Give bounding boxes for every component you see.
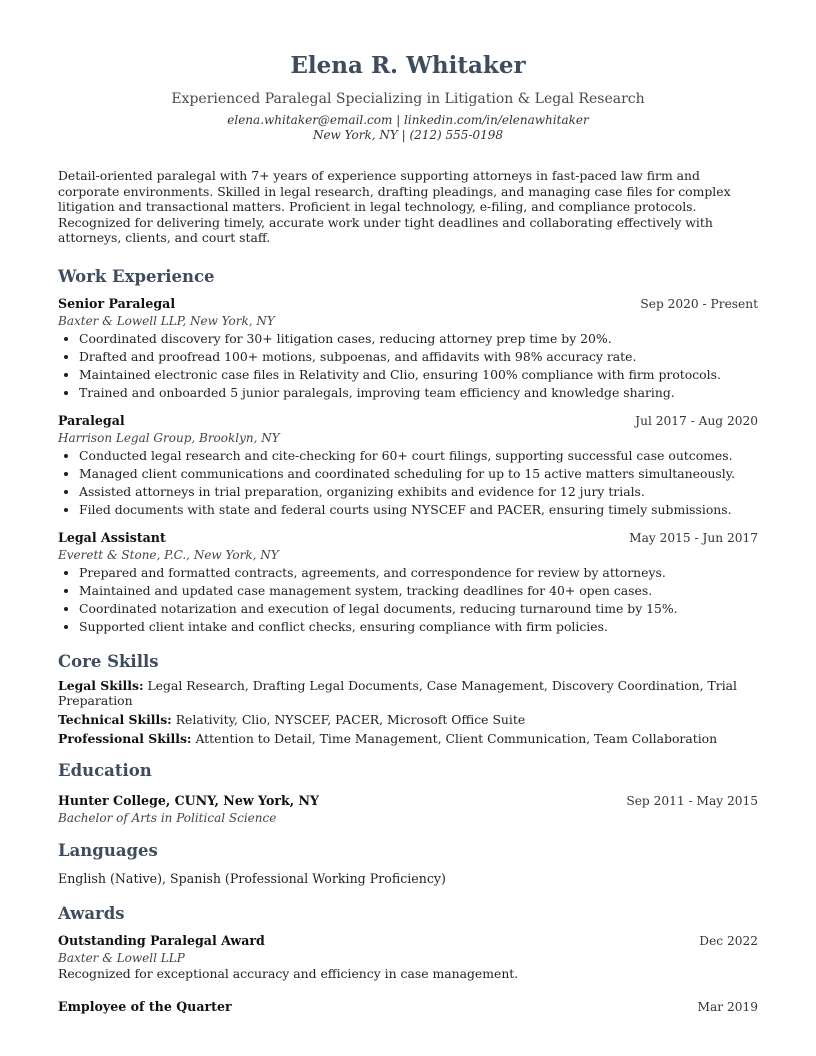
job-title: Paralegal (58, 412, 125, 428)
award-date: Mar 2019 (697, 999, 758, 1014)
job-bullet: • Trained and onboarded 5 junior paralegals, improving team efficiency and knowledge sharing. (79, 384, 758, 402)
skill-label: Professional Skills: (58, 730, 192, 746)
headline: Experienced Paralegal Specializing in Litigation & Legal Research (171, 91, 645, 107)
job-bullet: • Coordinated discovery for 30+ litigation cases, reducing attorney prep time by 20%. (79, 330, 758, 348)
job-bullets (58, 447, 758, 519)
job-entry (58, 412, 758, 519)
section-title-education: Education (58, 760, 152, 780)
school-name: Hunter College, CUNY, New York, NY (58, 792, 319, 808)
award-title: Employee of the Quarter (58, 998, 232, 1014)
job-company: Baxter & Lowell LLP, New York, NY (58, 313, 275, 328)
job-bullet: • Maintained electronic case files in Relativity and Clio, ensuring 100% compliance with firm protocols. (79, 366, 758, 384)
section-title-skills: Core Skills (58, 651, 159, 671)
job-bullet: • Managed client communications and coordinated scheduling for up to 15 active matters simultaneously. (79, 465, 758, 483)
professional-summary: Detail-oriented paralegal with 7+ years of experience supporting attorneys in fast-paced law firm and corporate environments. Skilled in legal research, drafting pleadings, and managing case files for complex litigation and transactional matters. Proficient in legal technology, e-filing, and compliance protocols. Recognized for delivering timely, accurate work under tight deadlines and collaborating effectively with attorneys, clients, and court staff. (58, 168, 731, 245)
skill-value: Legal Research, Drafting Legal Documents, Case Management, Discovery Coordination, Trial Preparation (58, 677, 738, 708)
job-title: Senior Paralegal (58, 295, 176, 311)
languages-text: English (Native), Spanish (Professional Working Proficiency) (58, 870, 446, 886)
job-bullet: • Maintained and updated case management system, tracking deadlines for 40+ open cases. (79, 582, 758, 600)
job-company: Harrison Legal Group, Brooklyn, NY (58, 430, 280, 445)
skill-row-professional (58, 731, 758, 746)
section-title-languages: Languages (58, 840, 158, 860)
contact-location-phone: New York, NY | (212) 555-0198 (312, 128, 504, 142)
job-bullet: • Drafted and proofread 100+ motions, subpoenas, and affidavits with 98% accuracy rate. (79, 348, 758, 366)
candidate-name: Elena R. Whitaker (290, 52, 526, 79)
degree: Bachelor of Arts in Political Science (58, 810, 277, 825)
job-bullet: • Assisted attorneys in trial preparation, organizing exhibits and evidence for 12 jury trials. (79, 483, 758, 501)
section-title-experience: Work Experience (58, 266, 215, 286)
education-entry (58, 792, 758, 826)
skill-label: Legal Skills: (58, 677, 144, 693)
job-bullet: • Conducted legal research and cite-checking for 60+ court filings, supporting successful case outcomes. (79, 447, 758, 465)
job-bullet: • Filed documents with state and federal courts using NYSCEF and PACER, ensuring timely submissions. (79, 501, 758, 519)
job-dates: May 2015 - Jun 2017 (629, 530, 758, 545)
skill-value: Relativity, Clio, NYSCEF, PACER, Microsoft Office Suite (171, 711, 526, 727)
job-bullet: • Coordinated notarization and execution of legal documents, reducing turnaround time by 15%. (79, 600, 758, 618)
skill-row-technical (58, 712, 758, 727)
job-bullet: • Prepared and formatted contracts, agreements, and correspondence for review by attorneys. (79, 564, 758, 582)
skill-label: Technical Skills: (58, 711, 172, 727)
skill-row-legal (58, 678, 758, 708)
award-entry (58, 932, 758, 982)
job-entry (58, 529, 758, 636)
job-title: Legal Assistant (58, 529, 166, 545)
education-dates: Sep 2011 - May 2015 (626, 793, 758, 808)
award-title: Outstanding Paralegal Award (58, 932, 265, 948)
award-description: Recognized for exceptional accuracy and efficiency in case management. (58, 965, 519, 981)
award-org: Baxter & Lowell LLP (58, 950, 185, 965)
job-dates: Jul 2017 - Aug 2020 (635, 413, 758, 428)
job-entry (58, 295, 758, 402)
contact-email-linkedin: elena.whitaker@email.com | linkedin.com/in/elenawhitaker (227, 113, 589, 127)
job-dates: Sep 2020 - Present (640, 296, 758, 311)
award-date: Dec 2022 (699, 933, 758, 948)
job-bullets (58, 330, 758, 402)
section-title-awards: Awards (58, 903, 125, 923)
award-entry (58, 998, 758, 1016)
skills-list (58, 678, 758, 746)
job-bullet: • Supported client intake and conflict checks, ensuring compliance with firm policies. (79, 618, 758, 636)
skill-value: Attention to Detail, Time Management, Client Communication, Team Collaboration (191, 730, 718, 746)
job-company: Everett & Stone, P.C., New York, NY (58, 547, 279, 562)
job-bullets (58, 564, 758, 636)
